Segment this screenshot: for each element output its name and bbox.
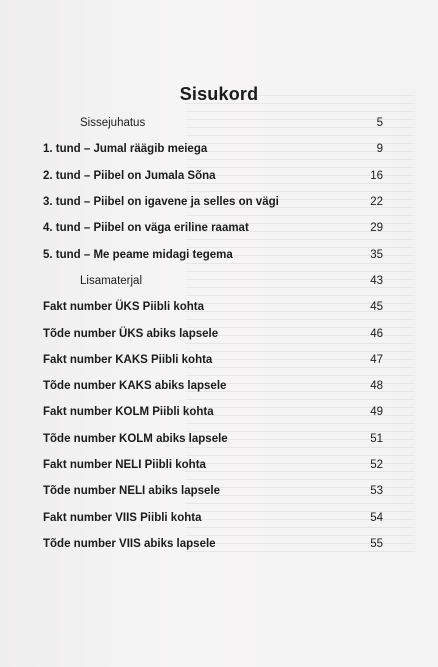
toc-entry-title: 1. tund – Jumal räägib meiega [43,143,208,156]
toc-entry-title: 5. tund – Me peame midagi tegema [43,248,233,261]
toc-entry [43,268,383,294]
toc-entry [43,504,383,530]
toc-entry-page: 47 [370,353,383,366]
toc-entry-title: Tõde number NELI abiks lapsele [43,485,221,498]
toc-entry-title: Fakt number KAKS Piibli kohta [43,353,213,366]
toc-entry-page: 46 [370,327,383,340]
toc-entry-title: Tõde number VIIS abiks lapsele [43,537,216,550]
toc-entry [43,320,383,346]
toc-entry [43,294,383,320]
toc-entry-page: 48 [370,380,383,393]
toc-entry-title: 2. tund – Piibel on Jumala Sõna [43,169,216,182]
toc-entry [43,478,383,504]
toc-entry [43,215,383,241]
toc-entry-page: 52 [370,459,383,471]
toc-entry [43,531,383,557]
toc-entry-page: 54 [370,511,383,524]
toc-entry [43,189,383,215]
toc-entry-title: Tõde number KAKS abiks lapsele [43,380,227,393]
toc-entry-page: 16 [370,169,383,182]
toc-entry-title: Fakt number NELI Piibli kohta [43,459,206,471]
toc-entry-page: 51 [370,432,383,445]
toc-entry [43,347,383,373]
toc-entry-title: 3. tund – Piibel on igavene ja selles on vägi [43,196,279,209]
toc-entry-title: Tõde number ÜKS abiks lapsele [43,327,219,340]
toc-entry [43,241,383,267]
toc-entry [43,110,383,136]
toc-entry-page: 45 [370,301,383,314]
toc-entry-page: 5 [376,117,383,130]
toc-entry-page: 49 [370,406,383,419]
toc-entry [43,452,383,478]
page-title: Sisukord [179,84,259,104]
toc-entry-title: 4. tund – Piibel on väga eriline raamat [43,222,249,235]
toc-entry [43,399,383,425]
toc-entry-page: 29 [370,222,383,235]
toc-entry [43,373,383,399]
table-of-contents [43,110,383,557]
toc-entry-page: 55 [370,537,383,550]
toc-entry-page: 22 [370,196,383,209]
toc-entry-page: 9 [376,143,383,156]
toc-entry-page: 53 [370,485,383,498]
toc-entry-title: Lisamaterjal [80,274,142,287]
toc-entry [43,163,383,189]
toc-entry-title: Sissejuhatus [80,117,146,130]
toc-entry [43,426,383,452]
toc-entry-title: Fakt number VIIS Piibli kohta [43,511,202,524]
toc-entry-title: Fakt number KOLM Piibli kohta [43,406,214,419]
toc-entry-page: 43 [370,274,383,287]
toc-entry-title: Fakt number ÜKS Piibli kohta [43,301,205,314]
toc-entry-page: 35 [370,248,383,261]
toc-entry [43,136,383,162]
toc-entry-title: Tõde number KOLM abiks lapsele [43,432,228,445]
